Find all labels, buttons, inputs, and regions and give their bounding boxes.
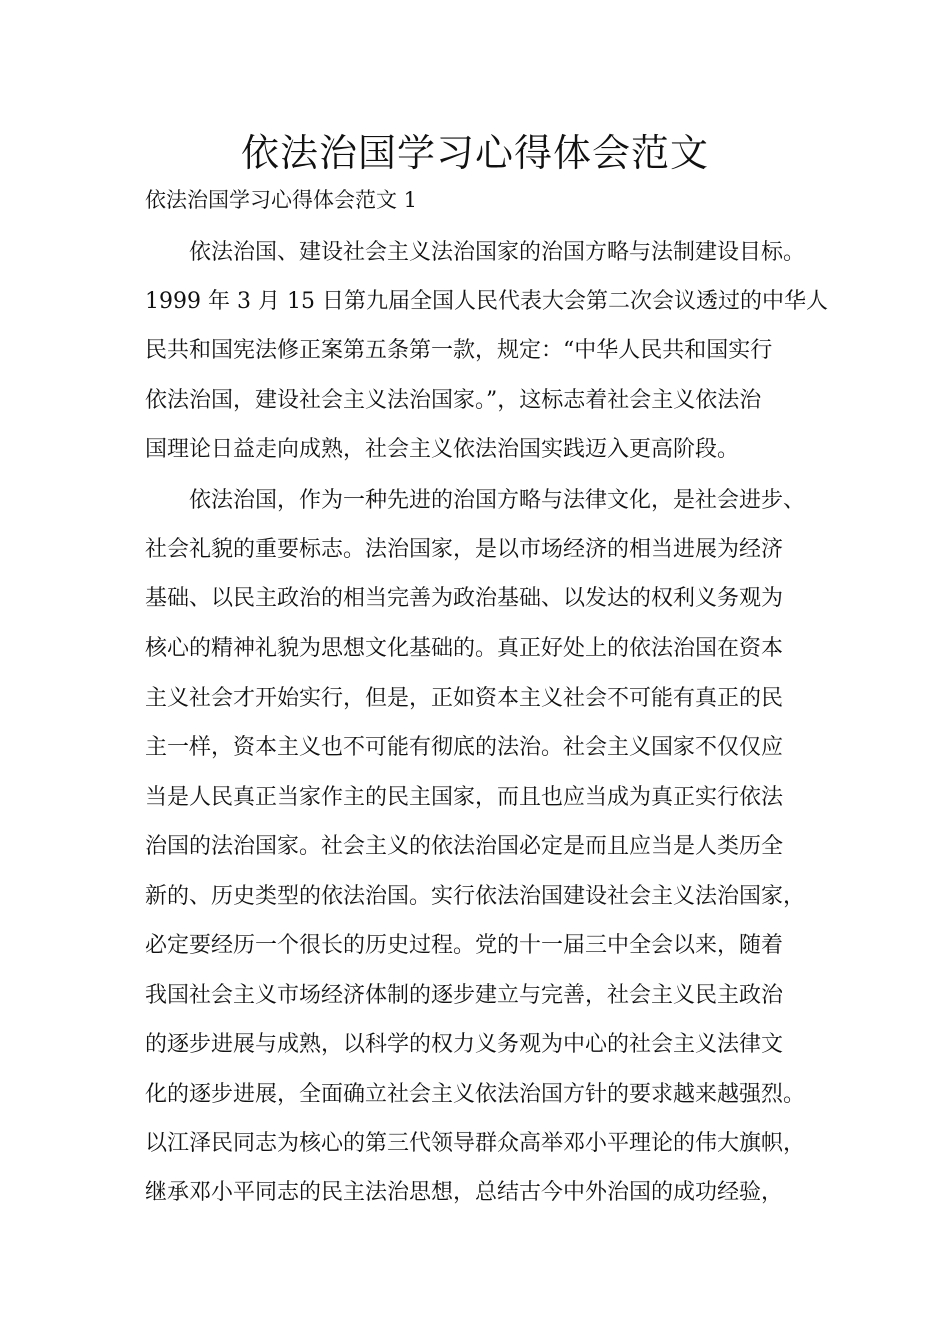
paragraph-line: 1999 年 3 月 15 日第九届全国人民代表大会第二次会议透过的中华人	[145, 289, 828, 314]
paragraph-line: 民共和国宪法修正案第五条第一款，规定：“中华人民共和国实行	[145, 338, 773, 363]
paragraph-line: 继承邓小平同志的民主法治思想，总结古今中外治国的成功经验，	[145, 1180, 784, 1205]
paragraph-line: 当是人民真正当家作主的民主国家，而且也应当成为真正实行依法	[145, 785, 784, 810]
paragraph-line: 以江泽民同志为核心的第三代领导群众高举邓小平理论的伟大旗帜，	[145, 1131, 806, 1156]
document-title: 依法治国学习心得体会范文	[240, 131, 709, 175]
paragraph-line: 主一样，资本主义也不可能有彻底的法治。社会主义国家不仅仅应	[145, 735, 784, 760]
paragraph-line: 的逐步进展与成熟，以科学的权力义务观为中心的社会主义法律文	[145, 1032, 784, 1057]
section-heading: 依法治国学习心得体会范文 1	[145, 188, 418, 212]
paragraph-line: 基础、以民主政治的相当完善为政治基础、以发达的权利义务观为	[145, 586, 784, 611]
paragraph-line: 治国的法治国家。社会主义的依法治国必定是而且应当是人类历全	[145, 834, 784, 859]
paragraph-line: 依法治国，建设社会主义法治国家。”，这标志着社会主义依法治	[145, 388, 762, 413]
paragraph-line: 新的、历史类型的依法治国。实行依法治国建设社会主义法治国家，	[145, 884, 806, 909]
paragraph-line: 必定要经历一个很长的历史过程。党的十一届三中全会以来，随着	[145, 933, 784, 958]
paragraph-line: 化的逐步进展，全面确立社会主义依法治国方针的要求越来越强烈。	[145, 1082, 806, 1107]
paragraph-line: 核心的精神礼貌为思想文化基础的。真正好处上的依法治国在资本	[145, 636, 784, 661]
paragraph-line: 依法治国，作为一种先进的治国方略与法律文化，是社会进步、	[189, 488, 806, 513]
paragraph-line: 依法治国、建设社会主义法治国家的治国方略与法制建设目标。	[189, 240, 806, 265]
paragraph-line: 国理论日益走向成熟，社会主义依法治国实践迈入更高阶段。	[145, 437, 740, 462]
paragraph-line: 我国社会主义市场经济体制的逐步建立与完善，社会主义民主政治	[145, 983, 784, 1008]
paragraph-line: 社会礼貌的重要标志。法治国家，是以市场经济的相当进展为经济	[145, 537, 784, 562]
paragraph-line: 主义社会才开始实行，但是，正如资本主义社会不可能有真正的民	[145, 686, 784, 711]
